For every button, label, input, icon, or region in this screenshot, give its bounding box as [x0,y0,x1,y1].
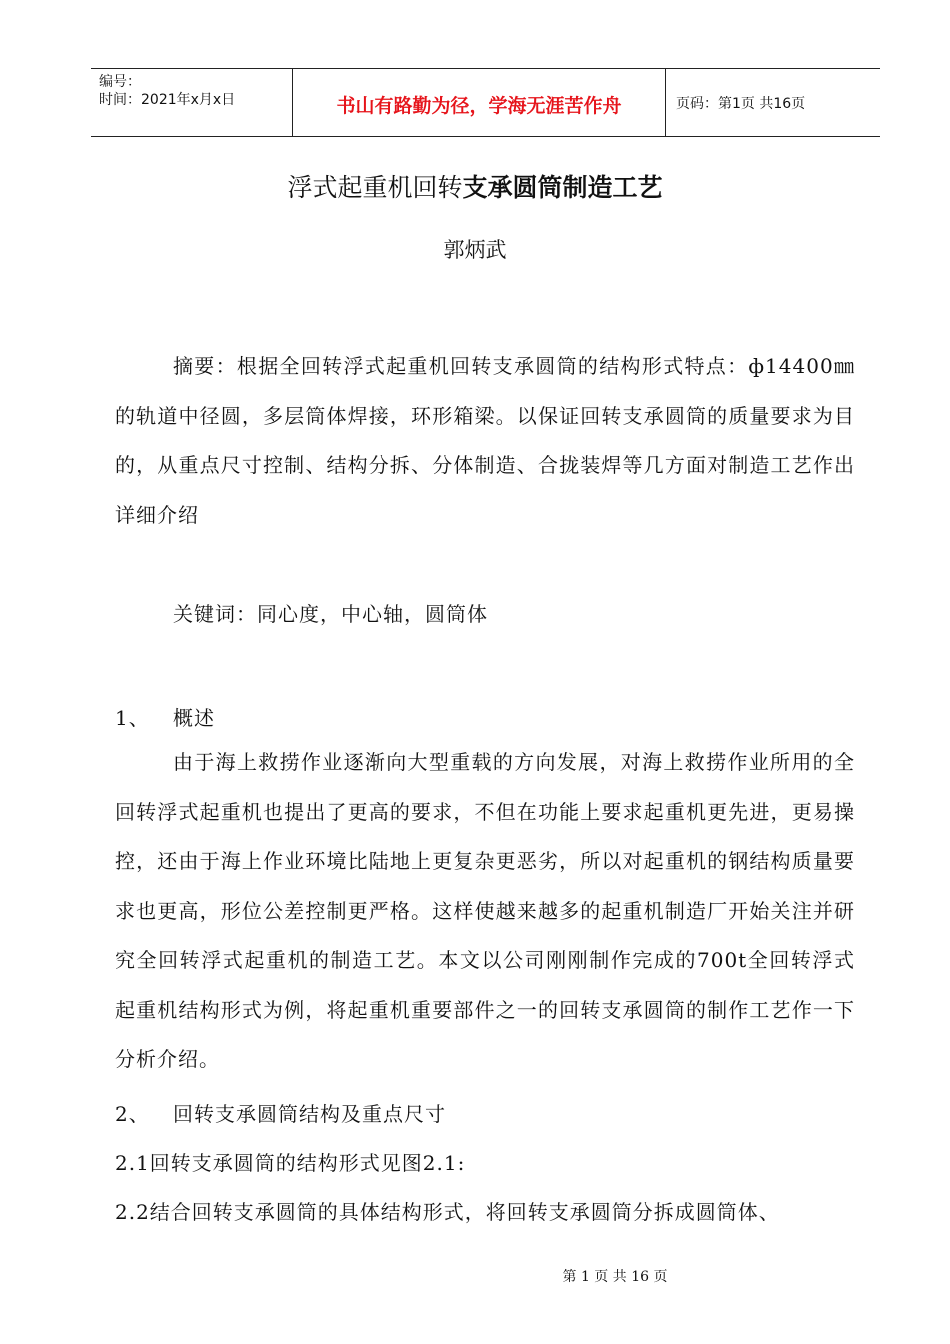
motto-text: 书山有路勤为径，学海无涯苦作舟 [336,95,622,117]
title-bold: 支承圆筒制造工艺 [462,173,663,202]
title-regular: 浮式起重机回转 [287,173,463,202]
header-motto-cell [293,69,666,136]
section-2-number: 2、 [115,1102,150,1126]
section-1-heading [115,702,215,731]
section-2-heading [115,1098,446,1127]
section-1-title: 概述 [173,706,215,730]
header-meta-cell [91,69,293,136]
subsection-2-2: 2.2结合回转支承圆筒的具体结构形式，将回转支承圆筒分拆成圆筒体、 [115,1200,780,1224]
subsection-2-1: 2.1回转支承圆筒的结构形式见图2.1: [115,1151,466,1175]
abstract-paragraph: 摘要：根据全回转浮式起重机回转支承圆筒的结构形式特点：ф14400㎜的轨道中径圆，多层筒体焊接，环形箱梁。以保证回转支承圆筒的质量要求为目的，从重点尺寸控制、结构分拆、分体制造、合拢装焊等几方面对制造工艺作出详细介绍 [115,354,855,527]
author-name: 郭炳武 [443,238,507,262]
document-title [0,168,950,204]
date-label: 时间：2021年x月x日 [99,92,236,108]
page-footer: 第 1 页 共 16 页 [562,1269,668,1285]
section-1-number: 1、 [115,706,150,730]
section-2-title: 回转支承圆筒结构及重点尺寸 [173,1102,446,1126]
page-header [91,68,880,137]
section-1-body: 由于海上救捞作业逐渐向大型重载的方向发展，对海上救捞作业所用的全回转浮式起重机也提出了更高的要求，不但在功能上要求起重机更先进，更易操控，还由于海上作业环境比陆地上更复杂更恶劣，所以对起重机的钢结构质量要求也更高，形位公差控制更严格。这样使越来越多的起重机制造厂开始关注并研究全回转浮式起重机的制造工艺。本文以公司刚刚制作完成的700t全回转浮式起重机结构形式为例，将起重机重要部件之一的回转支承圆筒的制作工艺作一下分析介绍。 [115,750,855,1071]
header-page-label: 页码：第1页 共16页 [676,96,806,112]
header-page-cell [666,69,880,136]
keywords-line: 关键词：同心度，中心轴，圆筒体 [173,602,488,626]
serial-label: 编号： [99,74,141,90]
